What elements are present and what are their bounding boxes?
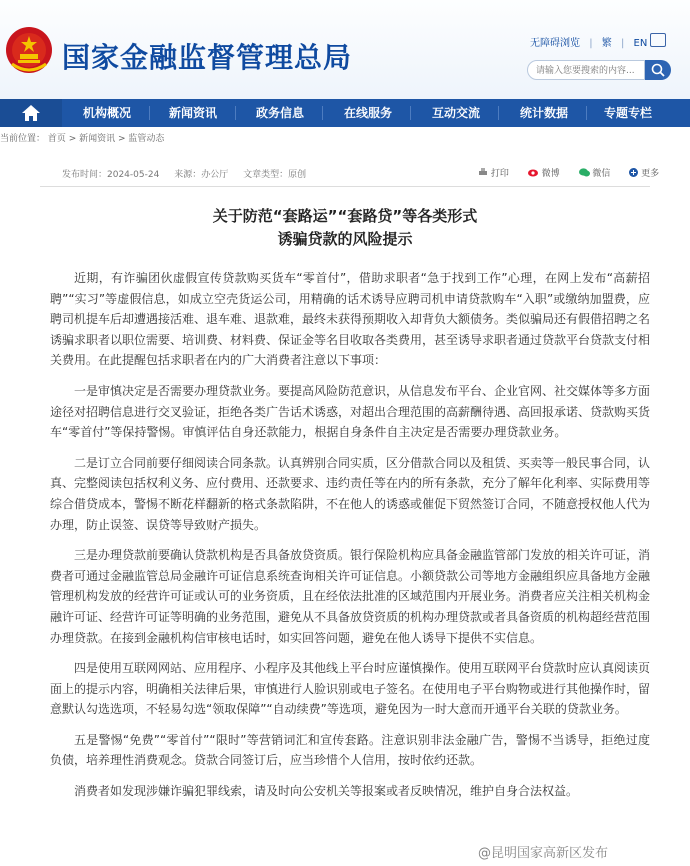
home-button[interactable] — [0, 99, 62, 127]
barrier-free-link[interactable]: 无障碍浏览 — [530, 38, 580, 49]
article-paragraph: 二是订立合同前要仔细阅读合同条款。认真辨别合同实质，区分借款合同以及租赁、买卖等一般民事合同，认真、完整阅读包括权利义务、应付费用、还款要求、违约责任等在内的所有条款，充分了解年化利率、实际费用等综合借贷成本，警惕不断花样翻新的格式条款陷阱，不在他人的诱惑或催促下贸然签订合同，不随意授权他人代为办理，防止误签、误贷等导致财产损失。 — [50, 455, 651, 532]
nav-item-about[interactable]: 机构概况 — [83, 106, 132, 120]
nav-item-interaction[interactable]: 互动交流 — [432, 106, 481, 120]
article-meta — [62, 167, 318, 180]
main-nav — [0, 99, 690, 127]
site-title[interactable]: 国家金融监督管理总局 — [62, 41, 353, 74]
english-link[interactable]: EN — [633, 38, 648, 49]
article-paragraph: 四是使用互联网网站、应用程序、小程序及其他线上平台时应谨慎操作。使用互联网平台贷款时应认真阅读页面上的提示内容，明确相关法律后果，审慎进行人脸识别或电子签名。在使用电子平台购物或进行其他操作时，留意默认勾选选项，不轻易勾选“领取保障”“自动续费”等选项，避免因为一时大意而开通平台关联的贷款业务。 — [50, 661, 651, 717]
wechat-share-button[interactable]: 微信 — [579, 169, 622, 179]
search-input[interactable]: 请输入您要搜索的内容... — [527, 60, 645, 80]
traditional-chinese-link[interactable]: 繁 — [601, 38, 612, 49]
nav-item-government-info[interactable]: 政务信息 — [256, 106, 305, 120]
print-button[interactable]: 打印 — [478, 169, 520, 179]
more-share-button[interactable]: 更多 — [629, 169, 667, 179]
print-icon — [478, 168, 488, 177]
nav-item-special-topics[interactable]: 专题专栏 — [604, 106, 653, 120]
national-emblem-icon — [4, 24, 54, 76]
top-links: 无障碍浏览 | 繁 | EN — [530, 38, 648, 49]
search-button[interactable] — [645, 60, 671, 80]
weibo-share-button[interactable]: 微博 — [528, 169, 571, 179]
divider — [40, 186, 650, 187]
article-paragraph: 消费者如发现涉嫌诈骗犯罪线索，请及时向公安机关等报案或者反映情况，维护自身合法权益。 — [74, 784, 579, 799]
nav-item-news[interactable]: 新闻资讯 — [169, 106, 218, 120]
article-title-line-1: 关于防范“套路运”“套路贷”等各类形式 — [212, 207, 478, 225]
search-icon — [645, 60, 671, 80]
article-paragraph: 五是警惕“免费”“零首付”“限时”等营销词汇和宣传套路。注意识别非法金融广告，警惕不当诱导，拒绝过度负债，培养理性消费观念。贷款合同签订后，应当珍惜个人信用，按时依约还款。 — [50, 732, 650, 768]
article-body — [50, 268, 650, 812]
article-source: 来源：办公厅 — [174, 170, 229, 180]
wechat-icon — [579, 168, 590, 177]
article-paragraph: 近期，有诈骗团伙虚假宣传贷款购买货车“零首付”，借助求职者“急于找到工作”心理，在网上发布“高薪招聘”“实习”等虚假信息，如成立空壳货运公司，用精确的话术诱导应聘司机申请贷款购车“入职”或缴纳加盟费，应聘司机提车后却遭遇接活难、退车难、退款难，最终未获得预期收入却背负大额债务。类似骗局还有假借招聘之名诱骗求职者以职位需要、培训费、材料费、保证金等名目收取各类费用，甚至诱导求职者通过贷款平台贷款支付相关费用。在此提醒包括求职者在内的广大消费者注意以下事项： — [50, 271, 651, 368]
site-header — [0, 0, 690, 100]
breadcrumb[interactable]: 当前位置： 首页 > 新闻资讯 > 监管动态 — [0, 134, 165, 144]
publish-time: 发布时间：2024-05-24 — [62, 170, 160, 180]
nav-item-online-service[interactable]: 在线服务 — [344, 106, 393, 120]
watermark: @昆明国家高新区发布 — [478, 846, 609, 861]
article-type: 文章类型：原创 — [243, 170, 307, 180]
weibo-icon — [528, 168, 539, 177]
home-icon — [0, 99, 62, 127]
article-paragraph: 三是办理贷款前要确认贷款机构是否具备放贷资质。银行保险机构应具备金融监管部门发放的相关许可证，消费者可通过金融监管总局金融许可证信息系统查询相关许可证信息。小额贷款公司等地方金融组织应具备地方金融管理机构发放的经营许可证或认可的业务资质，且在经依法批准的区域范围内开展业务。消费者应关注相关机构金融许可证、经营许可证等明确的业务范围，避免从不具备放贷资质的机构办理贷款或者具备资质的机构超经营范围办理贷款。在接到金融机构信审核电话时，如实回答问题，避免在他人诱导下提供不实信息。 — [50, 548, 651, 645]
article-paragraph: 一是审慎决定是否需要办理贷款业务。要提高风险防范意识，从信息发布平台、企业官网、社交媒体等多方面途径对招聘信息进行交叉验证，拒绝各类广告话术诱惑，对超出合理范围的高薪酬待遇、高回报承诺、贷款购买货车“零首付”等保持警惕。审慎评估自身还款能力，根据自身条件自主决定是否需要办理贷款业务。 — [50, 383, 651, 440]
nav-item-statistics[interactable]: 统计数据 — [520, 106, 569, 120]
mobile-icon[interactable] — [650, 33, 666, 47]
share-tools — [478, 166, 675, 179]
article-title-line-2: 诱骗贷款的风险提示 — [277, 230, 413, 248]
more-icon — [629, 168, 638, 177]
